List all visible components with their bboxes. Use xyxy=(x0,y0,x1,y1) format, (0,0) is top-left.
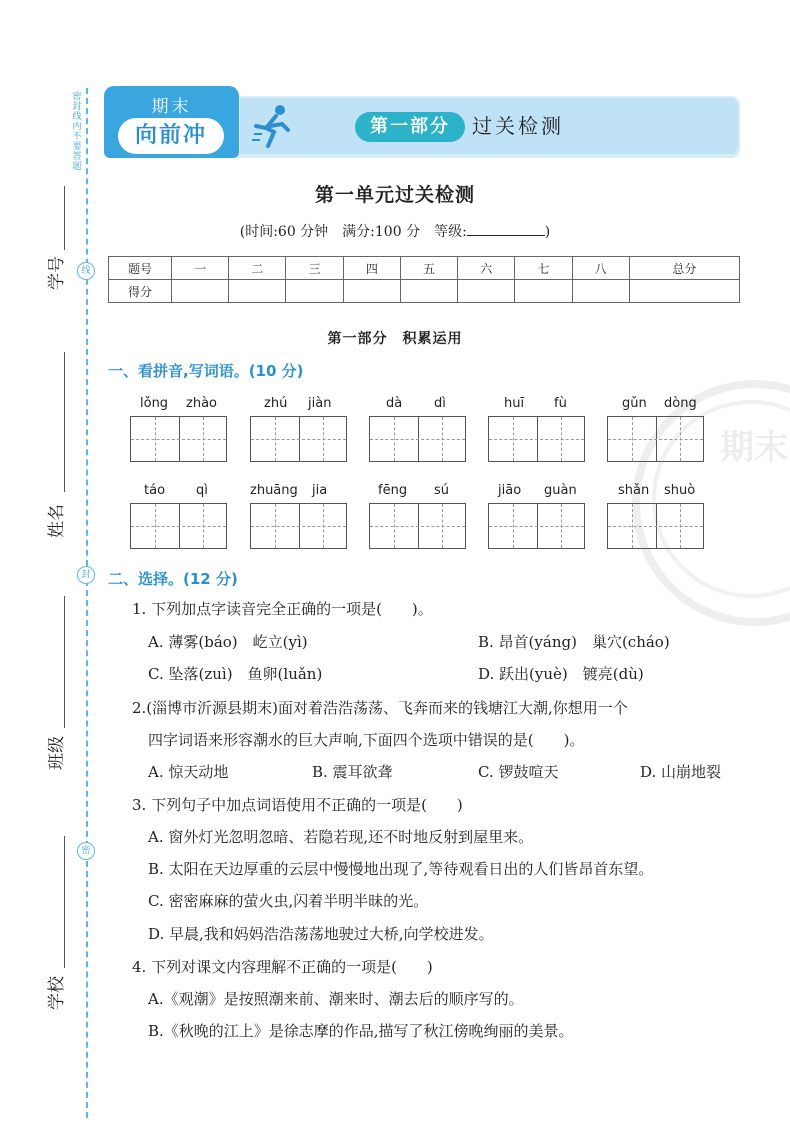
score-cell: 一 xyxy=(172,257,229,280)
pinyin: lǒng xyxy=(140,396,169,411)
option-text[interactable]: A. 窗外灯光忽明忽暗、若隐若现,还不时地反射到屋里来。 xyxy=(148,828,534,846)
writing-grid[interactable] xyxy=(130,416,227,462)
badge-main-label: 向前冲 xyxy=(118,118,224,154)
score-input[interactable] xyxy=(229,280,286,303)
option-text[interactable]: C. 锣鼓喧天 xyxy=(478,763,559,781)
score-input[interactable] xyxy=(458,280,515,303)
score-cell: 四 xyxy=(343,257,400,280)
option-text[interactable]: B. 震耳欲聋 xyxy=(312,763,393,781)
score-table xyxy=(108,256,740,303)
field-school: 学校 xyxy=(47,976,67,1010)
score-cell: 总分 xyxy=(629,257,739,280)
score-input[interactable] xyxy=(286,280,343,303)
question-text: 四字词语来形容潮水的巨大声响,下面四个选项中错误的是( )。 xyxy=(148,731,585,749)
score-cell: 七 xyxy=(515,257,572,280)
writing-grid[interactable] xyxy=(250,503,347,549)
option-text[interactable]: B.《秋晚的江上》是徐志摩的作品,描写了秋江傍晚绚丽的美景。 xyxy=(148,1022,574,1040)
score-input[interactable] xyxy=(572,280,629,303)
field-class: 班级 xyxy=(47,736,67,770)
writing-grid[interactable] xyxy=(250,416,347,462)
pinyin: fēng xyxy=(378,483,408,498)
score-cell: 二 xyxy=(229,257,286,280)
pinyin: zhú xyxy=(264,396,288,411)
option-text[interactable]: C. 坠落(zuì) 鱼卵(luǎn) xyxy=(148,665,323,683)
pinyin: zhào xyxy=(186,396,217,411)
seal-mark-1: 线 xyxy=(77,262,95,280)
question-text: 3. 下列句子中加点词语使用不正确的一项是( ) xyxy=(132,796,463,814)
part-subtitle: 过关检测 xyxy=(472,114,564,138)
pinyin: guàn xyxy=(544,483,577,498)
option-text[interactable]: D. 山崩地裂 xyxy=(640,763,722,781)
pinyin: dòng xyxy=(664,396,697,411)
pinyin: jia xyxy=(312,483,328,498)
badge-top-label: 期末 xyxy=(151,97,192,117)
pinyin: fù xyxy=(554,396,567,411)
question-text: 2.(淄博市沂源县期末)面对着浩浩荡荡、飞奔而来的钱塘江大潮,你想用一个 xyxy=(132,699,628,717)
option-text[interactable]: A.《观潮》是按照潮来前、潮来时、潮去后的顺序写的。 xyxy=(148,990,524,1008)
score-table-score-row xyxy=(109,280,740,303)
field-name-line[interactable] xyxy=(64,352,65,492)
score-cell: 八 xyxy=(572,257,629,280)
score-cell: 题号 xyxy=(109,257,172,280)
seal-note: 密封线内不要答题 xyxy=(72,92,82,172)
option-text[interactable]: D. 早晨,我和妈妈浩浩荡荡地驶过大桥,向学校进发。 xyxy=(148,925,494,943)
exam-info-close: ) xyxy=(544,224,551,240)
pinyin: zhuāng xyxy=(250,483,298,498)
pinyin: sú xyxy=(434,483,450,498)
exam-info-text: (时间:60 分钟 满分:100 分 等级: xyxy=(239,224,467,240)
seal-dashed-line xyxy=(86,88,88,1118)
pinyin: dì xyxy=(434,396,446,411)
option-text[interactable]: B. 太阳在天边厚重的云层中慢慢地出现了,等待观看日出的人们皆昂首东望。 xyxy=(148,860,654,878)
option-text[interactable]: D. 跃出(yuè) 镀亮(dù) xyxy=(478,665,644,683)
pinyin: shuò xyxy=(664,483,696,498)
writing-grid[interactable] xyxy=(607,416,704,462)
field-class-line[interactable] xyxy=(64,596,65,728)
part-pill: 第一部分 xyxy=(355,112,465,142)
section-heading: 第一部分 积累运用 xyxy=(327,331,463,347)
question-1-heading: 一、看拼音,写词语。(10 分) xyxy=(108,362,304,380)
score-input[interactable] xyxy=(629,280,739,303)
pinyin: dà xyxy=(386,396,403,411)
score-cell: 六 xyxy=(458,257,515,280)
exam-info xyxy=(0,221,790,241)
runner-icon xyxy=(252,104,292,152)
watermark-text: 期末 xyxy=(720,428,788,468)
pinyin: huī xyxy=(504,396,525,411)
score-cell: 五 xyxy=(400,257,457,280)
question-2-heading: 二、选择。(12 分) xyxy=(108,570,238,588)
pinyin: shǎn xyxy=(618,483,650,498)
grade-blank[interactable] xyxy=(467,223,545,236)
question-text: 1. 下列加点字读音完全正确的一项是( )。 xyxy=(132,600,433,618)
score-table-header-row xyxy=(109,257,740,280)
writing-grid[interactable] xyxy=(130,503,227,549)
option-text[interactable]: A. 惊天动地 xyxy=(148,763,229,781)
writing-grid[interactable] xyxy=(488,503,585,549)
pinyin: jiàn xyxy=(308,396,332,411)
writing-grid[interactable] xyxy=(369,503,466,549)
pinyin: jiāo xyxy=(498,483,522,498)
score-input[interactable] xyxy=(400,280,457,303)
pinyin: gǔn xyxy=(622,396,647,411)
option-text[interactable]: C. 密密麻麻的萤火虫,闪着半明半昧的光。 xyxy=(148,892,429,910)
page-title: 第一单元过关检测 xyxy=(314,184,475,206)
score-input[interactable] xyxy=(343,280,400,303)
score-input[interactable] xyxy=(172,280,229,303)
writing-grid[interactable] xyxy=(607,503,704,549)
score-cell: 得分 xyxy=(109,280,172,303)
seal-mark-2: 封 xyxy=(77,566,95,584)
question-text: 4. 下列对课文内容理解不正确的一项是( ) xyxy=(132,958,433,976)
writing-grid[interactable] xyxy=(369,416,466,462)
option-text[interactable]: A. 薄雾(báo) 屹立(yì) xyxy=(148,633,308,651)
score-cell: 三 xyxy=(286,257,343,280)
pinyin: táo xyxy=(144,483,166,498)
seal-mark-3: 密 xyxy=(77,842,95,860)
field-school-line[interactable] xyxy=(64,836,65,968)
score-input[interactable] xyxy=(515,280,572,303)
field-name: 姓名 xyxy=(47,504,67,538)
option-text[interactable]: B. 昂首(yáng) 巢穴(cháo) xyxy=(478,633,670,651)
pinyin: qì xyxy=(196,483,208,498)
writing-grid[interactable] xyxy=(488,416,585,462)
field-student-id: 学号 xyxy=(47,256,67,290)
